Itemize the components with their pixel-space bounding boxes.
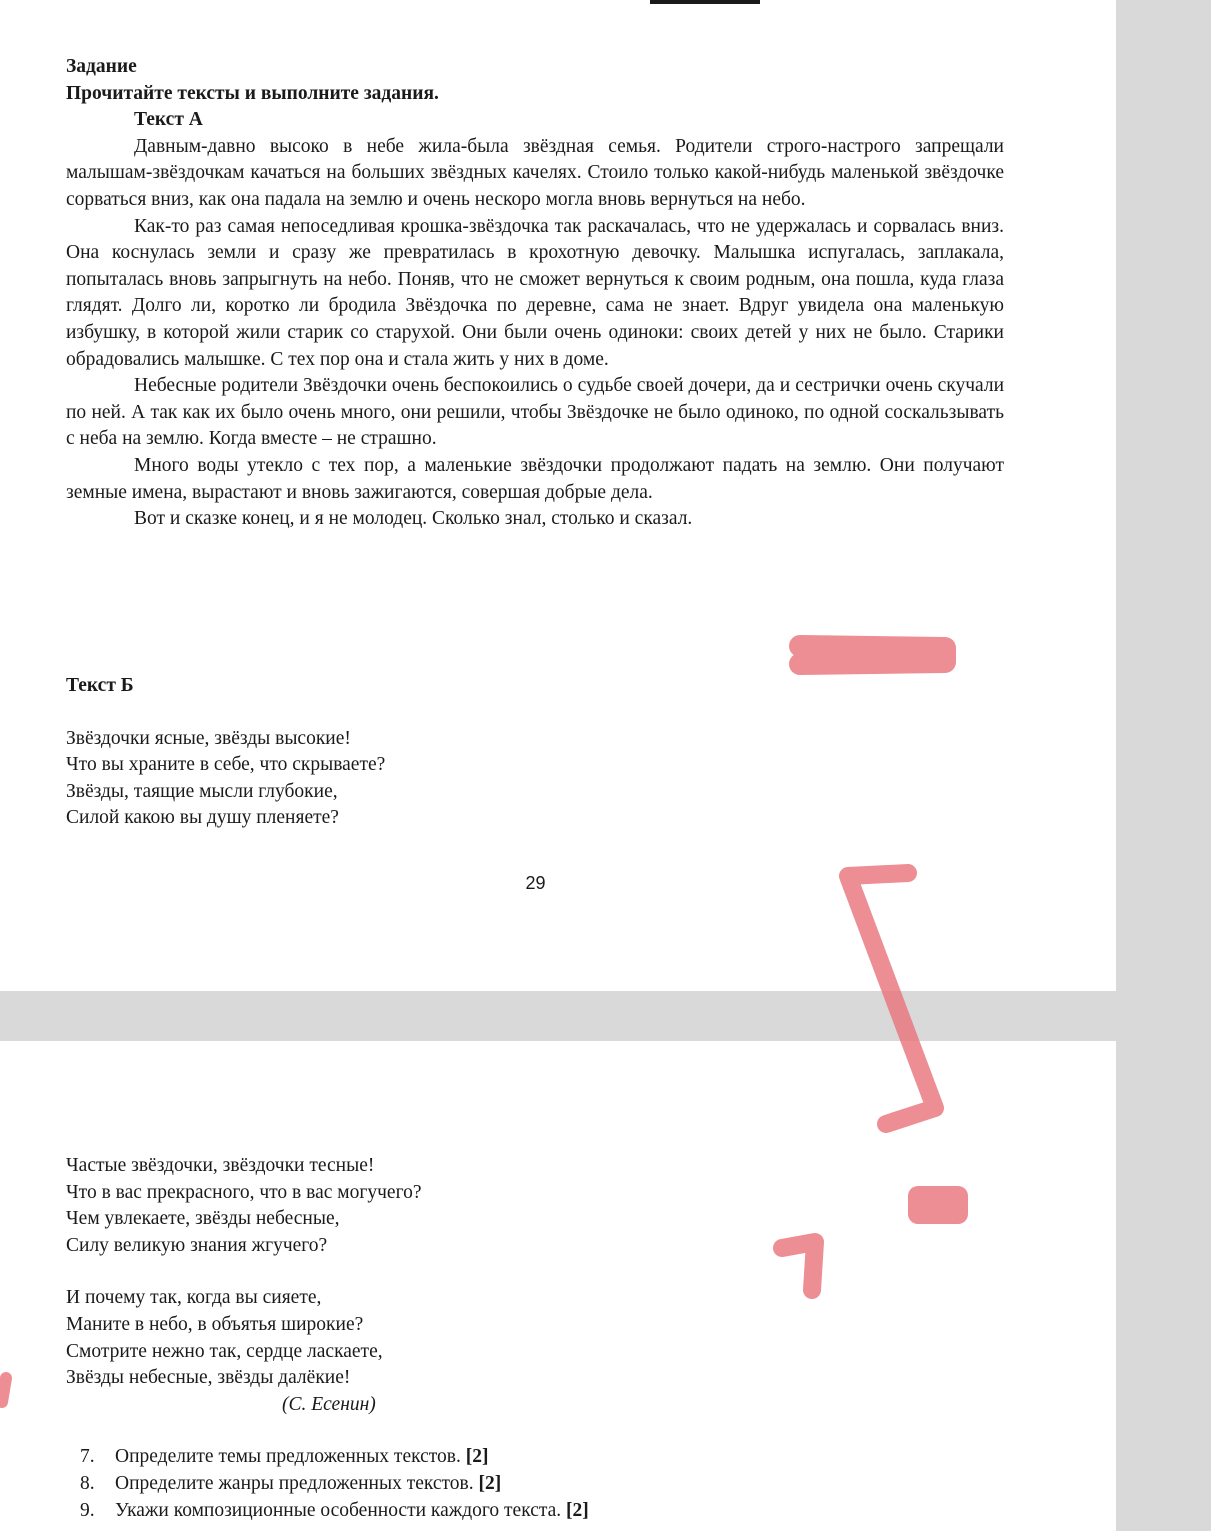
question-item (66, 1498, 1004, 1525)
poem-line: Что в вас прекрасного, что в вас могучего? (66, 1181, 422, 1203)
poem-line: Звёздочки ясные, звёзды высокие! (66, 727, 351, 749)
question-item (66, 1444, 1004, 1471)
text-a-title: Текст А (134, 109, 203, 131)
poem-line: Звёзды небесные, звёзды далёкие! (66, 1367, 351, 1389)
page-2-content (66, 1153, 1004, 1524)
question-list (66, 1444, 1004, 1524)
text-b-title: Текст Б (66, 675, 134, 696)
question-score: [2] (566, 1499, 589, 1521)
text-a-paragraph: Вот и сказке конец, и я не молодец. Сколько знал, столько и сказал. (134, 508, 693, 530)
question-text: Укажи композиционные особенности каждого текста. (115, 1499, 562, 1521)
poem-line: Что вы храните в себе, что скрываете? (66, 754, 386, 776)
poem-line: И почему так, когда вы сияете, (66, 1287, 322, 1309)
poem-line: Чем увлекаете, звёзды небесные, (66, 1208, 340, 1230)
cropped-header-fragment (650, 0, 1020, 4)
text-b-block (66, 673, 1004, 832)
question-text: Определите жанры предложенных текстов. (115, 1472, 474, 1494)
poem-line: Маните в небо, в объятья широкие? (66, 1313, 364, 1335)
question-item (66, 1471, 1004, 1498)
poem-line: Частые звёздочки, звёздочки тесные! (66, 1155, 375, 1176)
poem-author: (С. Есенин) (282, 1393, 376, 1415)
question-number: 7. (80, 1446, 95, 1468)
question-score: [2] (465, 1446, 489, 1468)
question-score: [2] (478, 1472, 502, 1494)
task-heading: Задание (66, 56, 137, 77)
poem-line: Смотрите нежно так, сердце ласкаете, (66, 1340, 383, 1362)
question-number: 9. (80, 1499, 95, 1521)
question-text: Определите темы предложенных текстов. (115, 1446, 461, 1468)
document-page-2 (0, 1041, 1116, 1531)
text-a-paragraph: Небесные родители Звёздочки очень беспокоились о судьбе своей дочери, да и сестрички очень скучали по ней. А так как их было очень много, они решили, чтобы Звёздочке не было одиноко, по одной соскальзывать с неба на землю. Когда вместе – не страшно. (66, 375, 1004, 450)
poem-line: Силу великую знания жгучего? (66, 1234, 328, 1256)
task-instruction: Прочитайте тексты и выполните задания. (66, 82, 439, 104)
text-a-paragraph: Давным-давно высоко в небе жила-была звёздная семья. Родители строго-настрого запрещали малышам-звёздочкам качаться на больших звёздных качелях. Стоило только какой-нибудь маленькой звёздочке сорваться вниз, как она падала на землю и очень нескоро могла вновь вернуться на небо. (66, 135, 1004, 210)
question-number: 8. (80, 1472, 95, 1494)
text-a-paragraph: Много воды утекло с тех пор, а маленькие звёздочки продолжают падать на землю. Они получают земные имена, вырастают и вновь зажигаются, совершая добрые дела. (66, 454, 1004, 503)
poem-line: Силой какою вы душу пленяете? (66, 807, 339, 829)
page-1-content (66, 54, 1004, 533)
page-number: 29 (525, 873, 546, 893)
poem-line: Звёзды, таящие мысли глубокие, (66, 780, 338, 802)
text-a-paragraph: Как-то раз самая непоседливая крошка-звёздочка так раскачалась, что не удержалась и сорвалась вниз. Она коснулась земли и сразу же превратилась в крохотную девочку. Малышка испугалась, заплакала, попыталась вновь запрыгнуть на небо. Поняв, что не сможет вернуться к своим родным, она пошла, куда глаза глядят. Долго ли, коротко ли бродила Звёздочка по деревне, сама не знает. Вдруг увидела она маленькую избушку, в которой жили старик со старухой. Они были очень одиноки: своих детей у них не было. Старики обрадовались малышке. С тех пор она и стала жить у них в доме. (66, 215, 1004, 370)
